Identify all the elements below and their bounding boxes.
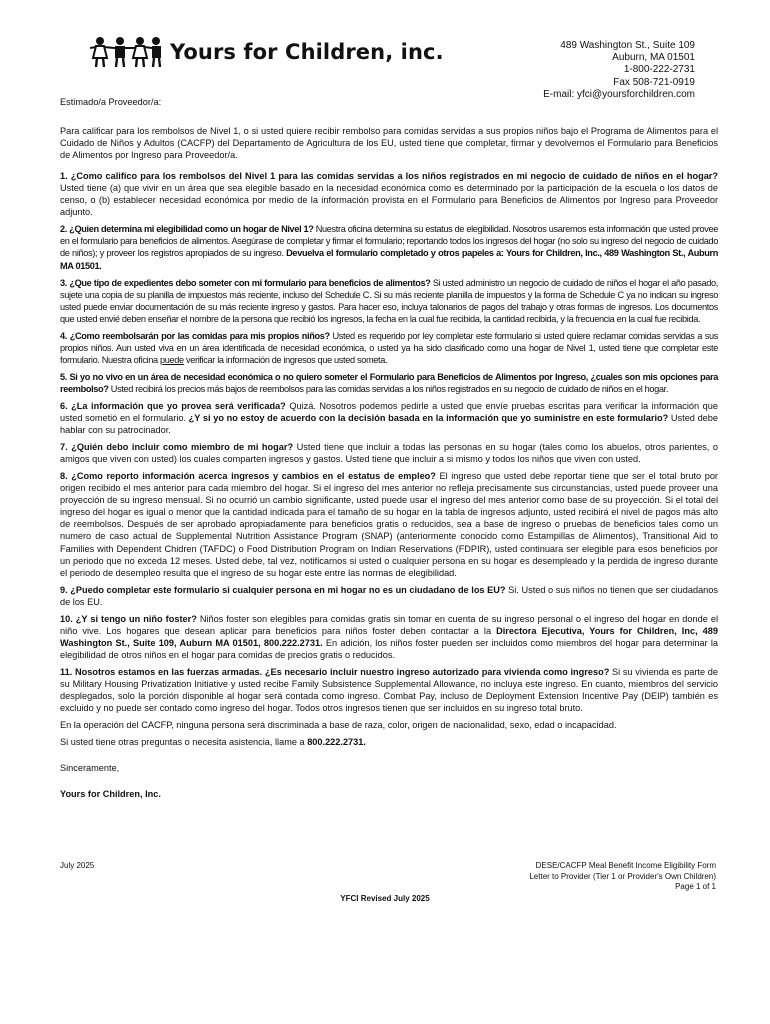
question-9: [60, 584, 718, 608]
question-6: [60, 400, 718, 436]
question-6-title: 6. ¿La información que yo provea será verificada?: [60, 400, 286, 411]
question-2: [60, 223, 718, 271]
footer-form-info: [529, 861, 716, 893]
question-4-answer-a: Usted es requerido por ley completar este formulario si usted quiere reclamar comidas servidas a sus propios niños. Aun usted viva en un área identificada de necesidad económica, o usted ya ha sido clasificado como una hogar de Nivel 1, usted tiene que completar este formulario. Nuestra oficina: [60, 330, 718, 365]
company-logo: [90, 36, 444, 68]
intro-paragraph: Para calificar para los rembolsos de Nivel 1, o si usted quiere recibir rembolso para comidas servidas a sus propios niños bajo el Programa de Alimentos para el Cuidado de Niños y Adultos (CACFP) del Departamento de Agricultura de los EU, usted tiene que completar, firmar y devolvernos el Formulario para Beneficios de Alimentos por Ingreso para Proveedor/a.: [60, 126, 718, 161]
question-10-answer-2: En adición, los niños foster pueden ser incluidos como miembros del hogar para determinar la elegibilidad de otros niños en el hogar para comidas de precios gratis o reducidos.: [60, 637, 718, 660]
company-address-block: [543, 40, 695, 101]
question-2-answer: Nuestra oficina determina su estatus de elegibilidad. Nosotros usaremos esta información que usted provee en el formulario para beneficios de alimentos. Asegúrase de completar y firmar el formulario; reportando todos los ingresos del hogar (no solo su ingreso del negocio de cuidado de niños); y proveer los registros apropiados de su ingreso.: [60, 224, 718, 259]
question-10-title: 10. ¿Y si tengo un niño foster?: [60, 613, 197, 624]
address-fax: Fax 508-721-0919: [613, 76, 695, 88]
question-11-answer: Si su vivienda es parte de su Military Housing Privatization Initiative y usted recibe Family Subsistence Supplemental Allowance, no incluya este ingreso. En cuanto, miembros del servicio desplegados, solo la porción disponible al hogar será contada como ingreso. Combat Pay, incluso de Deployment Extension Incentive Pay (DEIP) también es excluido y no puede ser contado como ingreso del hogar. Todos otros ingresos tienen que ser incluidos en su ingreso total bruto.: [60, 666, 718, 714]
question-8-title: 8. ¿Como reporto información acerca ingresos y cambios en el estatus de empleo?: [60, 471, 436, 482]
question-4-answer-b: verificar la información de ingresos que usted someta.: [183, 354, 388, 365]
question-11-title: 11. Nosotros estamos en las fuerzas armadas. ¿Es necesario incluir nuestro ingreso autorizado para vivienda como ingreso?: [60, 666, 610, 677]
address-phone: 1-800-222-2731: [623, 64, 695, 76]
footer-revision: YFCI Revised July 2025: [340, 894, 430, 903]
question-6-title-2: ¿Y si yo no estoy de acuerdo con la decisión basada en la información que yo suministre en este formulario?: [186, 413, 669, 424]
question-10-answer: Niños foster son elegibles para comidas gratis sin tomar en cuenta de su ingreso personal o el ingreso del hogar en donde el niño vive. Los hogares que desean aplicar para beneficios para niños foster deben contactar a la: [60, 613, 718, 636]
question-4-title: 4. ¿Como reembolsarán por las comidas para mis propios niños?: [60, 330, 330, 341]
closing: Sinceramente,: [60, 763, 120, 774]
question-5-answer: Usted recibirá los precios más bajos de reembolsos para las comidas servidas a los niños registrados en su negocio de cuidado de niños en el hogar.: [108, 383, 669, 394]
question-9-title: 9. ¿Puedo completar este formulario si cualquier persona en mi hogar no es un ciudadano de los EU?: [60, 584, 506, 595]
questions-phone: 800.222.2731.: [307, 737, 366, 748]
nondiscrimination-statement: En la operación del CACFP, ninguna persona será discriminada a base de raza, color, origen de nacionalidad, sexo, edad o incapacidad.: [60, 720, 617, 731]
questions-text: Si usted tiene otras preguntas o necesita asistencia, llame a: [60, 737, 308, 748]
company-name: Yours for Children, inc.: [170, 40, 444, 64]
question-7-answer: Usted tiene que incluir a todas las personas en su hogar (tales como los abuelos, otros parientes, o amigos que viven con usted) los cuales comparten ingresos y gastos. Usted tiene que incluir a si mismo y todos los niños que viven con usted.: [60, 442, 718, 465]
question-2-title: 2. ¿Quien determina mi elegibilidad como un hogar de Nivel 1?: [60, 224, 314, 235]
question-4: [60, 330, 718, 366]
question-7-title: 7. ¿Quién debo incluir como miembro de mi hogar?: [60, 442, 294, 453]
question-4-puede: puede: [159, 354, 184, 365]
footer-date: July 2025: [60, 861, 95, 870]
footer-page-number: Page 1 of 1: [675, 882, 716, 891]
signer-name: Yours for Children, Inc.: [60, 789, 161, 800]
footer-form-title: DESE/CACFP Meal Benefit Income Eligibility Form: [535, 861, 716, 870]
footer-form-subtitle: Letter to Provider (Tier 1 or Provider's Own Children): [529, 871, 716, 881]
question-10-contact: Directora Ejecutiva, Yours for Children, Inc, 489 Washington St., Suite 109, Auburn MA 01501, 800.222.2731.: [60, 625, 718, 648]
question-6-answer-2: Usted debe hablar con su patrocinador.: [60, 413, 719, 436]
question-1-answer: Usted tiene (a) que vivir en un área que sea elegible basado en la necesidad económica como es determinado por la participación de la escuela o los datos de censo, o (b) establecer necesidad económica por medio de la información provista en el Formulario para Beneficios de Alimentos por Ingreso para Proveedor adjunto.: [60, 183, 718, 218]
question-10: [60, 613, 718, 661]
address-city: Auburn, MA 01501: [612, 52, 695, 64]
question-8: [60, 470, 718, 578]
question-11: [60, 666, 718, 714]
letter-body: [60, 96, 718, 805]
question-8-answer: El ingreso que usted debe reportar tiene que ser el total bruto por origen recibido el mes anterior para cada miembro del hogar. Si el ingreso del mes anterior no refleja precisamente sus circunstancias, usted puede proveer una proyección de su ingreso mensual. Si no ocurrió un cambio significante, usted puede usar el ingreso del mes anterior como base de su proyección. Si el total del ingreso del hogar es igual o menor que la cantidad indicada para el tamaño de su hogar en la tabla de ingresos adjunto, usted recibirá el nivel de pagos más alto de reembolsos. Después de ser aprobado apropiadamente para beneficios gratis o reducidos, sea a base de ingreso o pruebas de beneficios tales como un numero de caso actual de Supplemental Nutrition Assistance Program (SNAP) (anteriormente conocido como Estampillas de Alimentos), Transitional Aid to Families with Dependent Chidren (TAFDC) o Food Distribution Program on Indian Reservations (FDPIR), usted continuara ser elegible para esos beneficios por un periodo que no exceda 12 meses. Usted debe, tal vez, notificarnos si usted o cualquier persona en su hogar es desempleado y la perdida de ingreso durante el periodo de desempleo resulta que el ingreso de su hogar este entre las normas de elegibilidad.: [60, 471, 718, 578]
question-7: [60, 441, 718, 465]
question-6-answer: Quizá. Nosotros podemos pedirle a usted que envíe pruebas escritas para verificar la información que usted sometió en el formulario.: [60, 400, 718, 424]
question-2-return-address: Devuelva el formulario completado y otros papeles a: Yours for Children, Inc., 489 Washington St., Auburn MA 01501.: [60, 248, 719, 271]
question-9-answer: Si. Usted o sus niños no tienen que ser ciudadanos de los EU.: [60, 584, 718, 607]
question-5: [60, 371, 718, 395]
address-email: E-mail: yfci@yoursforchildren.com: [543, 88, 695, 100]
question-5-title: 5. Si yo no vivo en un área de necesidad económica o no quiero someter el Formulario para Beneficios de Alimentos por Ingreso, ¿cuales son mis opciones para reembolso?: [60, 371, 718, 394]
salutation: Estimado/a Proveedor/a:: [60, 97, 162, 107]
question-1: [60, 170, 718, 218]
question-3-answer: Si usted administro un negocio de cuidado de niños el hogar el año pasado, sujete una copia de su planilla de impuestos más reciente, incluso del Schedule C. Si su más reciente planilla de impuestos y la forma de Schedule C ya no indican su ingreso usted puede enviar documentación de su más reciente ingreso y gastos. Para hacer eso, incluya talonarios de pagos del trabajo y otras formas de ingresos. Los documentos que usted envié deben enseñar el nombre de la persona que recibió los ingresos, la fecha en la cual fue recibida, la cantidad recibida, y la frecuencia en la cual fue recibida.: [60, 277, 719, 324]
question-1-title: 1. ¿Como califico para los rembolsos del Nivel 1 para las comidas servidas a los niños registrados en mi negocio de cuidado de niños en el hogar?: [60, 171, 718, 182]
question-3-title: 3. ¿Que tipo de expedientes debo someter con mi formulario para beneficios de alimentos?: [60, 277, 431, 288]
question-3: [60, 277, 718, 325]
address-street: 489 Washington St., Suite 109: [560, 40, 695, 51]
children-figures-icon: [90, 36, 162, 68]
questions-line: [60, 736, 718, 748]
